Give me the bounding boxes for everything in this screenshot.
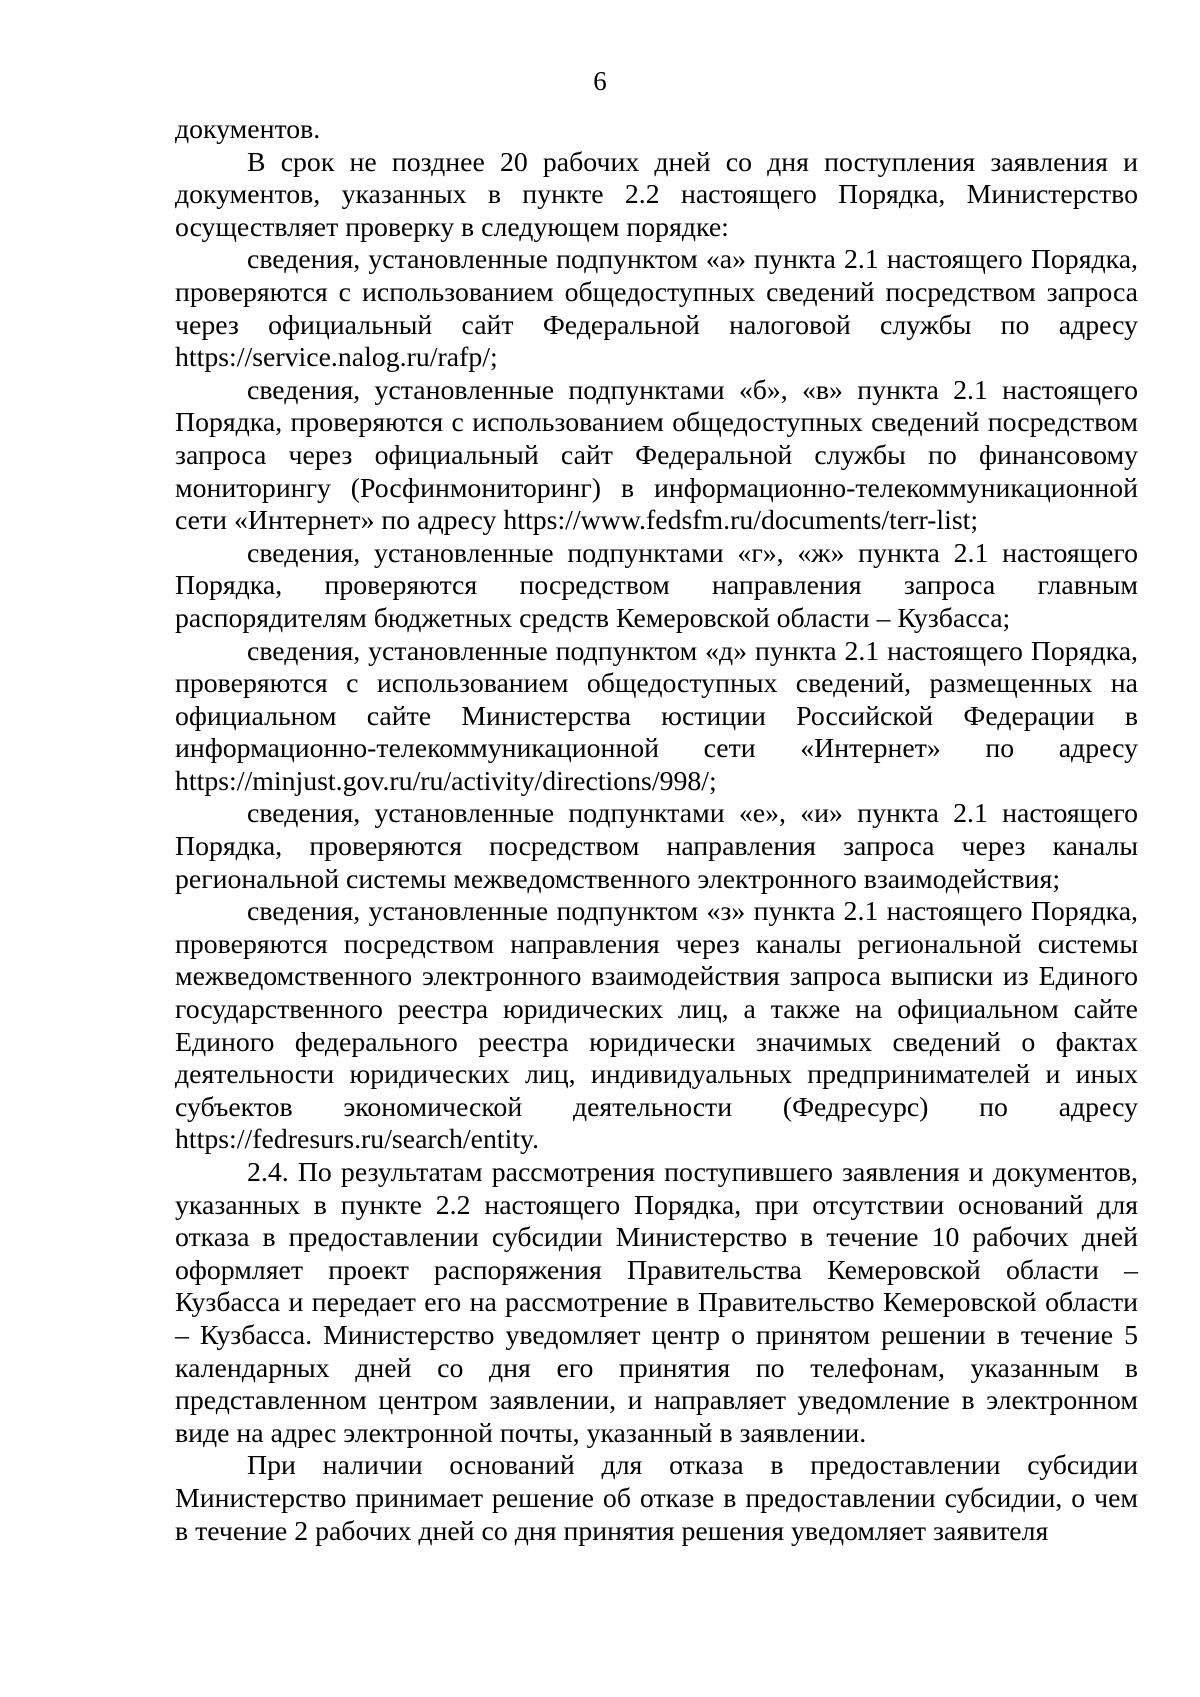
paragraph-verification-intro: В срок не позднее 20 рабочих дней со дня поступления заявления и документов, указанных в пункте 2.2 настоящего Порядка, Министерство осуществляет проверку в следующем порядке: <box>175 146 1138 243</box>
paragraph-check-e-i: сведения, установленные подпунктами «е», «и» пункта 2.1 настоящего Порядка, проверяются посредством направления запроса через каналы региональной системы межведомственного электронного взаимодействия; <box>175 798 1138 895</box>
paragraph-check-b-v: сведения, установленные подпунктами «б», «в» пункта 2.1 настоящего Порядка, проверяются с использованием общедоступных сведений посредством запроса через официальный сайт Федеральной службы по финансовому мониторингу (Росфинмониторинг) в информационно-телекоммуникационной сети «Интернет» по адресу https://www.fedsfm.ru/documents/terr-list; <box>175 374 1138 537</box>
paragraph-section-2-4: 2.4. По результатам рассмотрения поступившего заявления и документов, указанных в пункте 2.2 настоящего Порядка, при отсутствии оснований для отказа в предоставлении субсидии Министерство в течение 10 рабочих дней оформляет проект распоряжения Правительства Кемеровской области – Кузбасса и передает его на рассмотрение в Правительство Кемеровской области – Кузбасса. Министерство уведомляет центр о принятом решении в течение 5 календарных дней со дня его принятия по телефонам, указанным в представленном центром заявлении, и направляет уведомление в электронном виде на адрес электронной почты, указанный в заявлении. <box>175 1157 1138 1449</box>
paragraph-refusal: При наличии оснований для отказа в предоставлении субсидии Министерство принимает решение об отказе в предоставлении субсидии, о чем в течение 2 рабочих дней со дня принятия решения уведомляет заявителя <box>175 1450 1138 1547</box>
paragraph-check-g-zh: сведения, установленные подпунктами «г», «ж» пункта 2.1 настоящего Порядка, проверяются посредством направления запроса главным распорядителям бюджетных средств Кемеровской области – Кузбасса; <box>175 537 1138 634</box>
paragraph-check-a: сведения, установленные подпунктом «а» пункта 2.1 настоящего Порядка, проверяются с использованием общедоступных сведений посредством запроса через официальный сайт Федеральной налоговой службы по адресу https://service.nalog.ru/rafp/; <box>175 244 1138 374</box>
document-body <box>175 114 1138 1548</box>
paragraph-check-z: сведения, установленные подпунктом «з» пункта 2.1 настоящего Порядка, проверяются посредством направления через каналы региональной системы межведомственного электронного взаимодействия запроса выписки из Единого государственного реестра юридических лиц, а также на официальном сайте Единого федерального реестра юридически значимых сведений о фактах деятельности юридических лиц, индивидуальных предпринимателей и иных субъектов экономической деятельности (Федресурс) по адресу https://fedresurs.ru/search/entity. <box>175 896 1138 1156</box>
paragraph-continuation: документов. <box>175 114 321 145</box>
paragraph-check-d: сведения, установленные подпунктом «д» пункта 2.1 настоящего Порядка, проверяются с использованием общедоступных сведений, размещенных на официальном сайте Министерства юстиции Российской Федерации в информационно-телекоммуникационной сети «Интернет» по адресу https://minjust.gov.ru/ru/activity/directions/998/; <box>175 635 1138 797</box>
page-number: 6 <box>593 66 607 96</box>
